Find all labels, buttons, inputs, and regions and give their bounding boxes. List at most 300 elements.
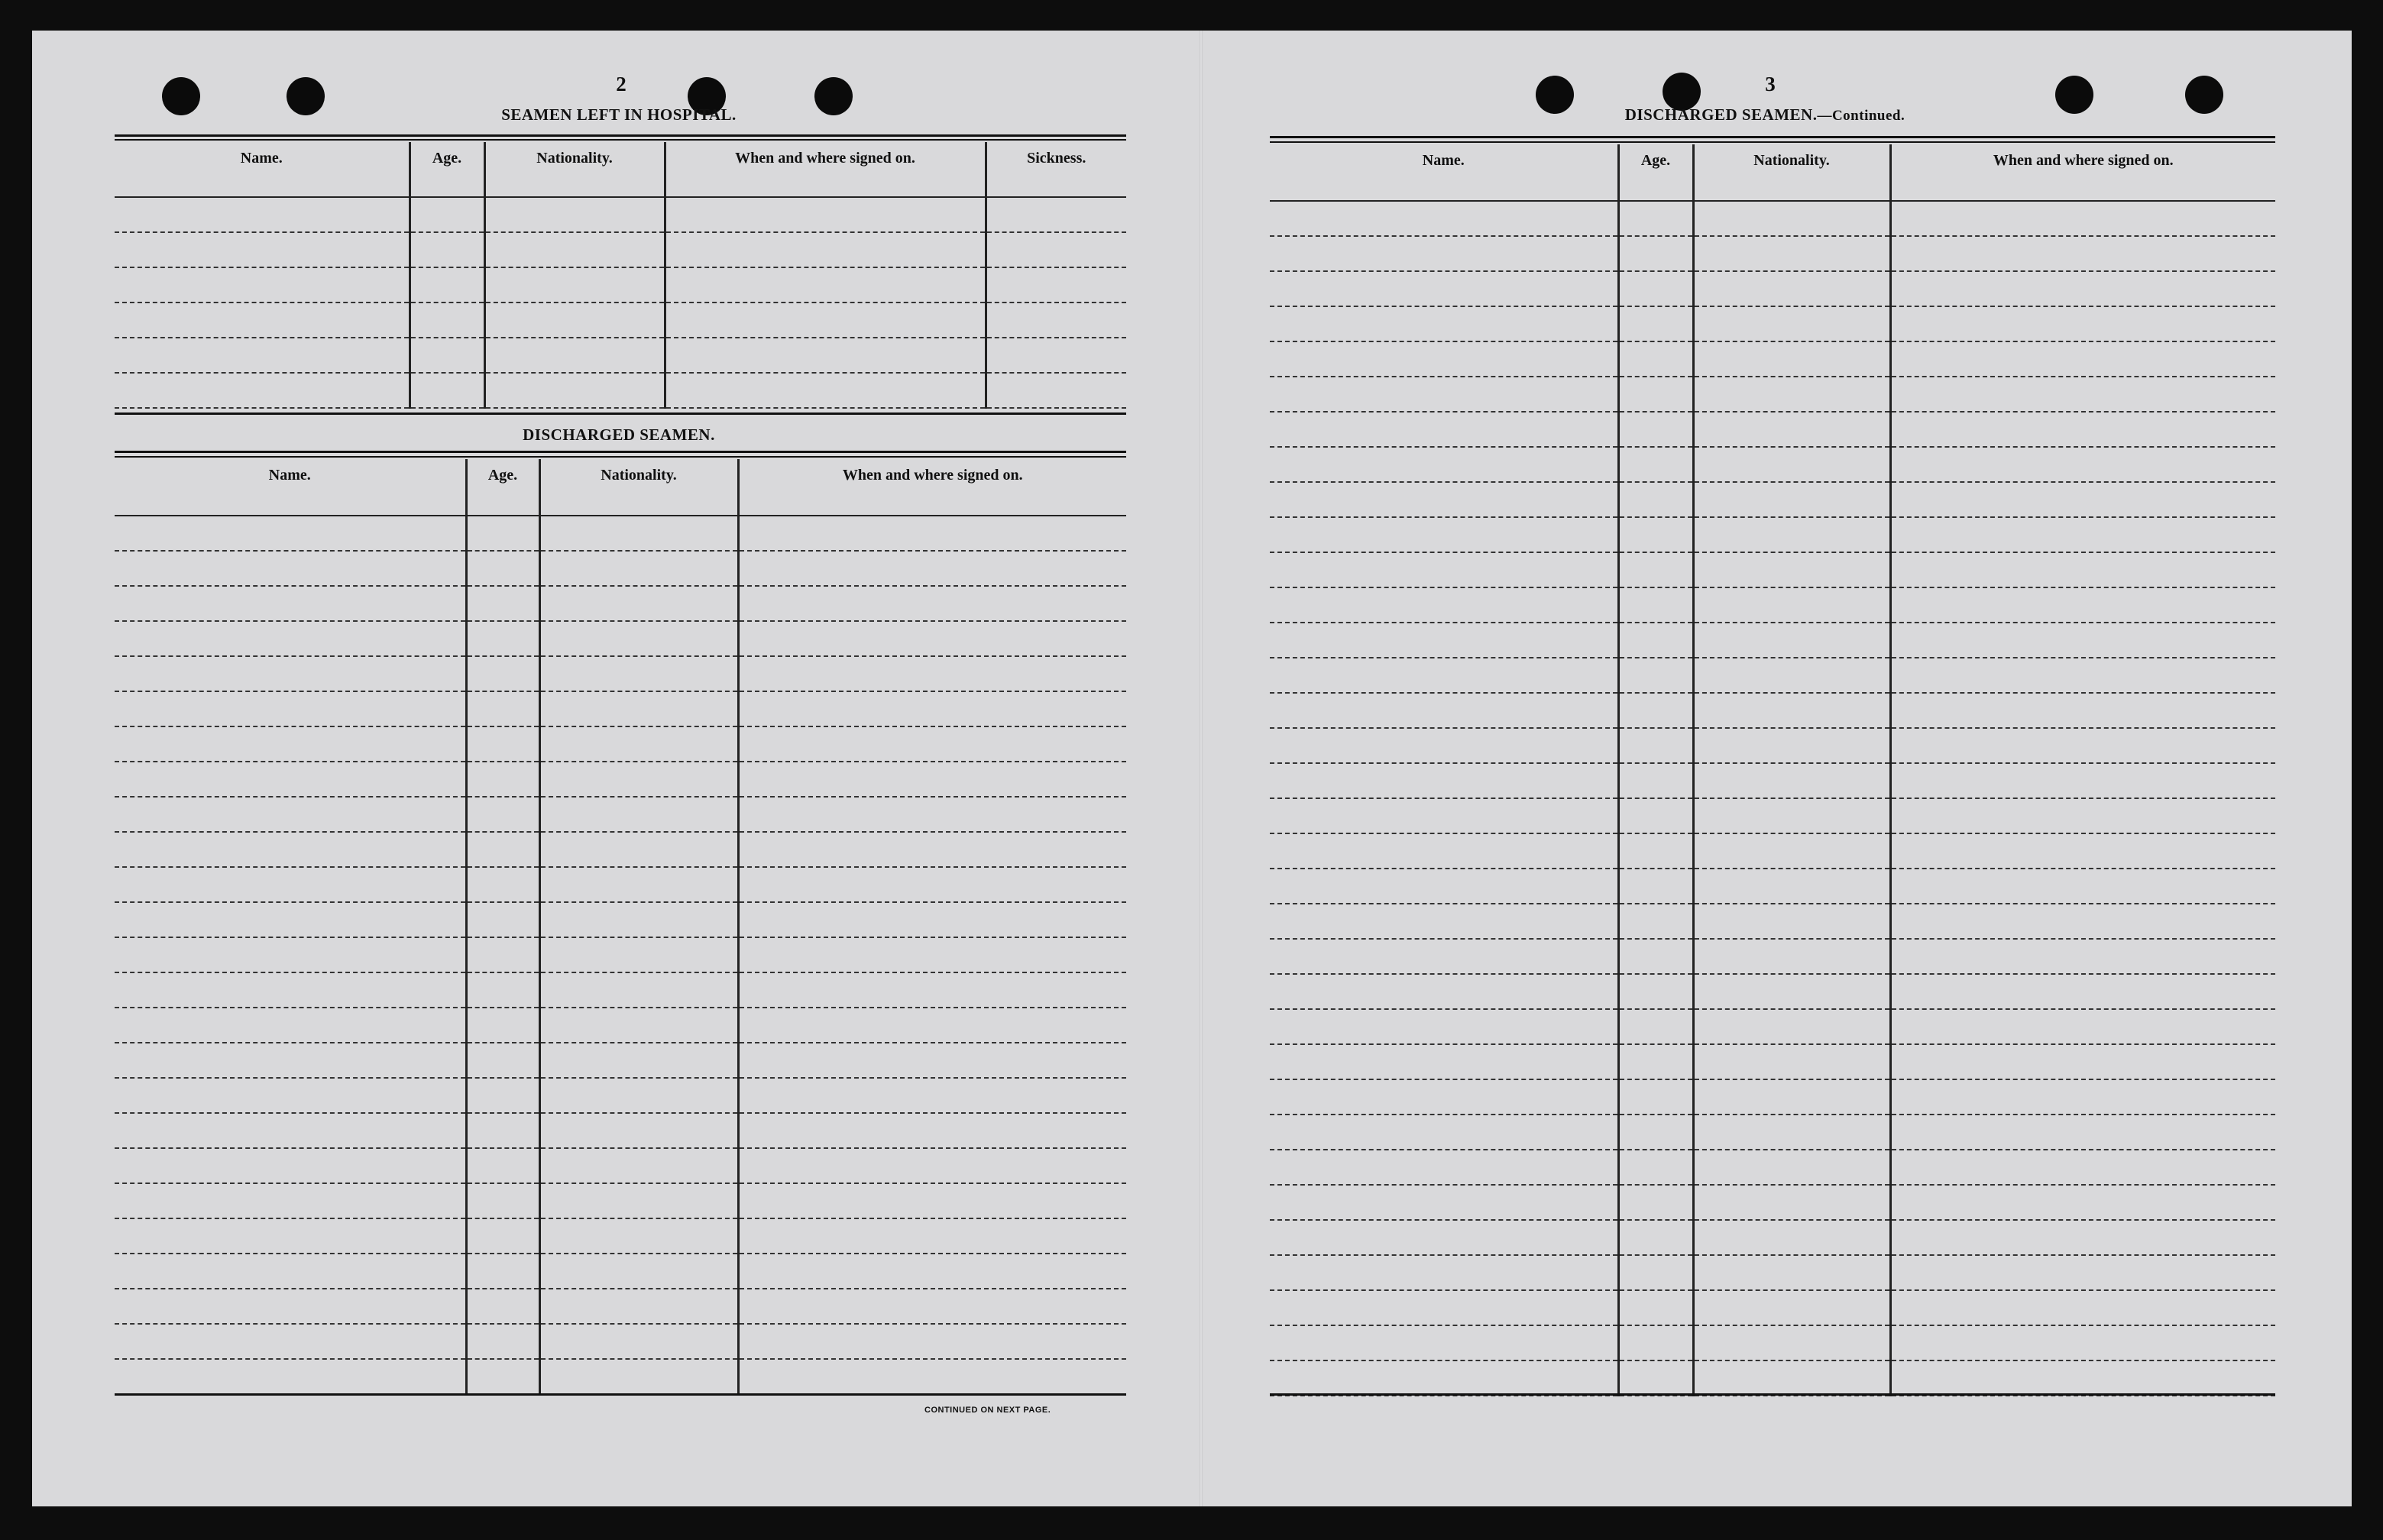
blank-entry-cell [1693, 517, 1890, 552]
column-header: Name. [115, 142, 410, 197]
blank-entry-cell [1270, 763, 1618, 798]
blank-entry-cell [1618, 1325, 1693, 1360]
table-row [1270, 1115, 2275, 1150]
blank-entry-cell [738, 1183, 1126, 1218]
blank-entry-cell [738, 1324, 1126, 1359]
blank-entry-cell [1270, 1185, 1618, 1220]
blank-entry-cell [1270, 974, 1618, 1009]
blank-entry-cell [1270, 1009, 1618, 1044]
blank-entry-cell [539, 797, 738, 832]
blank-entry-cell [1618, 974, 1693, 1009]
blank-entry-cell [539, 972, 738, 1008]
blank-entry-cell [1890, 412, 2275, 447]
blank-entry-cell [1618, 447, 1693, 482]
blank-entry-cell [115, 551, 466, 586]
blank-entry-cell [466, 972, 539, 1008]
blank-entry-cell [1890, 728, 2275, 763]
punch-hole [162, 77, 200, 115]
blank-entry-cell [539, 1183, 738, 1218]
table-row [115, 972, 1126, 1008]
blank-entry-cell [539, 621, 738, 656]
blank-entry-cell [539, 937, 738, 972]
blank-entry-cell [1618, 904, 1693, 939]
blank-entry-cell [1618, 236, 1693, 271]
blank-entry-cell [484, 302, 665, 338]
blank-entry-cell [484, 338, 665, 373]
table-row [115, 267, 1126, 302]
blank-entry-cell [1890, 904, 2275, 939]
blank-entry-cell [1890, 271, 2275, 306]
blank-entry-cell [539, 867, 738, 902]
blank-entry-cell [539, 1008, 738, 1043]
blank-entry-cell [1618, 201, 1693, 236]
table-row [115, 691, 1126, 726]
blank-entry-cell [115, 1008, 466, 1043]
blank-entry-cell [466, 726, 539, 762]
blank-entry-cell [466, 1043, 539, 1078]
blank-entry-cell [738, 1359, 1126, 1394]
blank-entry-cell [539, 1359, 738, 1394]
blank-entry-cell [1618, 306, 1693, 341]
blank-entry-cell [466, 797, 539, 832]
table-row [115, 621, 1126, 656]
table-row [115, 797, 1126, 832]
blank-entry-cell [1618, 798, 1693, 833]
blank-entry-cell [539, 1254, 738, 1289]
blank-entry-cell [115, 902, 466, 937]
blank-entry-cell [115, 267, 410, 302]
blank-entry-cell [466, 656, 539, 691]
table-row [115, 762, 1126, 797]
table-row [1270, 939, 2275, 974]
blank-entry-cell [665, 302, 986, 338]
blank-entry-cell [410, 373, 484, 408]
blank-entry-cell [1693, 482, 1890, 517]
blank-entry-cell [1618, 658, 1693, 693]
table-row [115, 197, 1126, 232]
table-row [1270, 412, 2275, 447]
table-row [1270, 763, 2275, 798]
blank-entry-cell [1618, 587, 1693, 623]
blank-entry-cell [1693, 693, 1890, 728]
blank-entry-cell [1890, 306, 2275, 341]
blank-entry-cell [466, 1183, 539, 1218]
blank-entry-cell [1693, 658, 1890, 693]
blank-entry-cell [1270, 306, 1618, 341]
page-fold [1200, 31, 1203, 1506]
blank-entry-cell [1693, 1044, 1890, 1079]
blank-entry-cell [410, 232, 484, 267]
column-header: Nationality. [484, 142, 665, 197]
column-header: When and where signed on. [738, 459, 1126, 516]
blank-entry-cell [1890, 517, 2275, 552]
blank-entry-cell [1693, 763, 1890, 798]
blank-entry-cell [1693, 1255, 1890, 1290]
table-row [115, 516, 1126, 551]
blank-entry-cell [466, 1148, 539, 1183]
blank-entry-cell [738, 797, 1126, 832]
blank-entry-cell [115, 797, 466, 832]
blank-entry-cell [1618, 939, 1693, 974]
table-row [115, 1359, 1126, 1394]
table-row [115, 937, 1126, 972]
blank-entry-cell [539, 1113, 738, 1148]
blank-entry-cell [738, 726, 1126, 762]
table-row [115, 1183, 1126, 1218]
blank-entry-cell [1270, 1079, 1618, 1115]
blank-entry-cell [1890, 869, 2275, 904]
blank-entry-cell [1890, 1115, 2275, 1150]
table-row [1270, 447, 2275, 482]
discharged-table [115, 459, 1126, 1395]
blank-entry-cell [1693, 833, 1890, 869]
table-row [115, 867, 1126, 902]
blank-entry-cell [665, 232, 986, 267]
blank-entry-cell [115, 1218, 466, 1254]
blank-entry-cell [466, 1078, 539, 1113]
table-row [1270, 1220, 2275, 1255]
blank-entry-cell [1890, 1290, 2275, 1325]
blank-entry-cell [1618, 1360, 1693, 1396]
column-header: Name. [115, 459, 466, 516]
blank-entry-cell [539, 832, 738, 867]
blank-entry-cell [986, 302, 1126, 338]
blank-entry-cell [1693, 1009, 1890, 1044]
table-row [115, 302, 1126, 338]
blank-entry-cell [115, 373, 410, 408]
blank-entry-cell [1270, 1255, 1618, 1290]
table-row [1270, 236, 2275, 271]
blank-entry-cell [466, 832, 539, 867]
blank-entry-cell [1618, 1079, 1693, 1115]
blank-entry-cell [1270, 341, 1618, 377]
blank-entry-cell [484, 267, 665, 302]
blank-entry-cell [466, 1218, 539, 1254]
blank-entry-cell [986, 267, 1126, 302]
blank-entry-cell [1618, 482, 1693, 517]
blank-entry-cell [738, 762, 1126, 797]
table-row [1270, 1009, 2275, 1044]
blank-entry-cell [1693, 1150, 1890, 1185]
blank-entry-cell [466, 1324, 539, 1359]
blank-entry-cell [1890, 552, 2275, 587]
blank-entry-cell [1890, 1079, 2275, 1115]
blank-entry-cell [738, 691, 1126, 726]
blank-entry-cell [1618, 623, 1693, 658]
blank-entry-cell [1270, 1220, 1618, 1255]
table-row [115, 232, 1126, 267]
blank-entry-cell [1270, 587, 1618, 623]
table-row [115, 1043, 1126, 1078]
table-row [115, 656, 1126, 691]
blank-entry-cell [738, 902, 1126, 937]
blank-entry-cell [1890, 201, 2275, 236]
table-row [115, 586, 1126, 621]
blank-entry-cell [539, 902, 738, 937]
blank-entry-cell [1270, 1290, 1618, 1325]
table-row [115, 832, 1126, 867]
hospital-top-rule [115, 134, 1126, 137]
continued-top-rule [1270, 136, 2275, 138]
blank-entry-cell [665, 373, 986, 408]
continued-bottom-rule [1270, 1393, 2275, 1396]
blank-entry-cell [466, 867, 539, 902]
blank-entry-cell [539, 516, 738, 551]
blank-entry-cell [466, 902, 539, 937]
column-header: Name. [1270, 144, 1618, 201]
discharged-continued-table [1270, 144, 2275, 1396]
blank-entry-cell [1693, 974, 1890, 1009]
table-row [115, 726, 1126, 762]
blank-entry-cell [738, 1078, 1126, 1113]
blank-entry-cell [1618, 728, 1693, 763]
blank-entry-cell [539, 1289, 738, 1324]
blank-entry-cell [115, 302, 410, 338]
blank-entry-cell [466, 1359, 539, 1394]
blank-entry-cell [738, 656, 1126, 691]
blank-entry-cell [1693, 904, 1890, 939]
page-number-left: 2 [616, 73, 627, 95]
table-row [1270, 658, 2275, 693]
column-header: Age. [1618, 144, 1693, 201]
blank-entry-cell [1693, 1115, 1890, 1150]
blank-entry-cell [986, 232, 1126, 267]
table-header-row [1270, 144, 2275, 201]
column-header: Age. [466, 459, 539, 516]
blank-entry-cell [1890, 1150, 2275, 1185]
table-row [1270, 833, 2275, 869]
blank-entry-cell [466, 762, 539, 797]
table-row [1270, 869, 2275, 904]
blank-entry-cell [1890, 693, 2275, 728]
blank-entry-cell [1618, 693, 1693, 728]
blank-entry-cell [115, 338, 410, 373]
blank-entry-cell [1618, 271, 1693, 306]
blank-entry-cell [1693, 236, 1890, 271]
blank-entry-cell [539, 1218, 738, 1254]
blank-entry-cell [738, 1008, 1126, 1043]
blank-entry-cell [1618, 412, 1693, 447]
blank-entry-cell [539, 1148, 738, 1183]
table-row [1270, 201, 2275, 236]
blank-entry-cell [410, 338, 484, 373]
blank-entry-cell [484, 232, 665, 267]
discharged-bottom-rule [115, 1393, 1126, 1396]
blank-entry-cell [484, 373, 665, 408]
table-row [115, 1008, 1126, 1043]
blank-entry-cell [1890, 763, 2275, 798]
blank-entry-cell [1618, 1044, 1693, 1079]
blank-entry-cell [115, 586, 466, 621]
table-row [1270, 377, 2275, 412]
blank-entry-cell [738, 516, 1126, 551]
blank-entry-cell [466, 516, 539, 551]
column-header: Nationality. [1693, 144, 1890, 201]
table-row [115, 1254, 1126, 1289]
blank-entry-cell [539, 586, 738, 621]
table-row [115, 1148, 1126, 1183]
hospital-bottom-rule [115, 412, 1126, 415]
blank-entry-cell [1890, 1009, 2275, 1044]
blank-entry-cell [1693, 869, 1890, 904]
blank-entry-cell [115, 656, 466, 691]
blank-entry-cell [466, 586, 539, 621]
blank-entry-cell [1693, 201, 1890, 236]
discharged-top-rule-2 [115, 456, 1126, 458]
blank-entry-cell [738, 621, 1126, 656]
column-header: Age. [410, 142, 484, 197]
blank-entry-cell [1693, 587, 1890, 623]
punch-hole [814, 77, 853, 115]
blank-entry-cell [466, 1008, 539, 1043]
table-row [1270, 1185, 2275, 1220]
blank-entry-cell [1890, 658, 2275, 693]
blank-entry-cell [1270, 939, 1618, 974]
table-row [1270, 1044, 2275, 1079]
blank-entry-cell [986, 373, 1126, 408]
blank-entry-cell [1270, 377, 1618, 412]
blank-entry-cell [466, 1254, 539, 1289]
blank-entry-cell [738, 1254, 1126, 1289]
blank-entry-cell [1693, 939, 1890, 974]
blank-entry-cell [1618, 341, 1693, 377]
blank-entry-cell [1270, 552, 1618, 587]
blank-entry-cell [1270, 1044, 1618, 1079]
blank-entry-cell [738, 1218, 1126, 1254]
punch-hole [2185, 76, 2223, 114]
discharged-section-title: DISCHARGED SEAMEN. [523, 425, 715, 444]
blank-entry-cell [115, 691, 466, 726]
blank-entry-cell [115, 832, 466, 867]
blank-entry-cell [1890, 587, 2275, 623]
blank-entry-cell [1618, 1220, 1693, 1255]
blank-entry-cell [115, 762, 466, 797]
blank-entry-cell [1890, 1360, 2275, 1396]
blank-entry-cell [1618, 1185, 1693, 1220]
blank-entry-cell [665, 267, 986, 302]
blank-entry-cell [115, 516, 466, 551]
blank-entry-cell [410, 302, 484, 338]
blank-entry-cell [1270, 904, 1618, 939]
blank-entry-cell [539, 656, 738, 691]
blank-entry-cell [115, 937, 466, 972]
blank-entry-cell [115, 621, 466, 656]
blank-entry-cell [986, 197, 1126, 232]
blank-entry-cell [539, 726, 738, 762]
blank-entry-cell [738, 972, 1126, 1008]
blank-entry-cell [738, 551, 1126, 586]
blank-entry-cell [1270, 833, 1618, 869]
blank-entry-cell [1270, 798, 1618, 833]
table-row [115, 1113, 1126, 1148]
blank-entry-cell [115, 1254, 466, 1289]
blank-entry-cell [539, 1078, 738, 1113]
table-row [115, 373, 1126, 408]
table-row [1270, 1150, 2275, 1185]
blank-entry-cell [1618, 869, 1693, 904]
blank-entry-cell [1890, 236, 2275, 271]
blank-entry-cell [1693, 1290, 1890, 1325]
blank-entry-cell [1270, 1325, 1618, 1360]
table-row [1270, 1325, 2275, 1360]
blank-entry-cell [484, 197, 665, 232]
continued-top-rule-2 [1270, 141, 2275, 143]
table-row [1270, 1255, 2275, 1290]
blank-entry-cell [1270, 658, 1618, 693]
page-number-right: 3 [1765, 73, 1776, 95]
blank-entry-cell [1618, 377, 1693, 412]
blank-entry-cell [115, 867, 466, 902]
continued-note: CONTINUED ON NEXT PAGE. [924, 1406, 1051, 1415]
blank-entry-cell [1693, 728, 1890, 763]
table-row [1270, 798, 2275, 833]
blank-entry-cell [1618, 1255, 1693, 1290]
blank-entry-cell [1693, 1185, 1890, 1220]
table-row [1270, 587, 2275, 623]
blank-entry-cell [1270, 236, 1618, 271]
blank-entry-cell [1890, 341, 2275, 377]
table-row [115, 1218, 1126, 1254]
blank-entry-cell [986, 338, 1126, 373]
hospital-section-title: SEAMEN LEFT IN HOSPITAL. [501, 105, 737, 124]
blank-entry-cell [1270, 869, 1618, 904]
table-row [1270, 693, 2275, 728]
blank-entry-cell [738, 1043, 1126, 1078]
blank-entry-cell [1270, 447, 1618, 482]
table-row [1270, 623, 2275, 658]
discharged-continued-title-suffix: —Continued. [1817, 108, 1905, 124]
blank-entry-cell [115, 1183, 466, 1218]
blank-entry-cell [1890, 1044, 2275, 1079]
blank-entry-cell [1693, 552, 1890, 587]
hospital-table [115, 142, 1126, 409]
blank-entry-cell [115, 1324, 466, 1359]
blank-entry-cell [1270, 517, 1618, 552]
blank-entry-cell [115, 197, 410, 232]
blank-entry-cell [1270, 1150, 1618, 1185]
table-row [115, 1078, 1126, 1113]
blank-entry-cell [738, 867, 1126, 902]
column-header: Nationality. [539, 459, 738, 516]
blank-entry-cell [115, 726, 466, 762]
blank-entry-cell [1693, 271, 1890, 306]
table-row [115, 902, 1126, 937]
blank-entry-cell [539, 1324, 738, 1359]
blank-entry-cell [1270, 271, 1618, 306]
blank-entry-cell [539, 762, 738, 797]
blank-entry-cell [1890, 482, 2275, 517]
table-row [115, 338, 1126, 373]
table-row [1270, 306, 2275, 341]
blank-entry-cell [115, 1043, 466, 1078]
blank-entry-cell [115, 1359, 466, 1394]
table-row [1270, 728, 2275, 763]
blank-entry-cell [1270, 412, 1618, 447]
blank-entry-cell [738, 1289, 1126, 1324]
blank-entry-cell [1693, 447, 1890, 482]
blank-entry-cell [1270, 1360, 1618, 1396]
hospital-top-rule-2 [115, 139, 1126, 141]
blank-entry-cell [1890, 833, 2275, 869]
blank-entry-cell [1693, 1360, 1890, 1396]
blank-entry-cell [665, 338, 986, 373]
blank-entry-cell [1693, 341, 1890, 377]
blank-entry-cell [1890, 974, 2275, 1009]
blank-entry-cell [1890, 447, 2275, 482]
blank-entry-cell [410, 197, 484, 232]
table-row [1270, 271, 2275, 306]
blank-entry-cell [466, 1289, 539, 1324]
